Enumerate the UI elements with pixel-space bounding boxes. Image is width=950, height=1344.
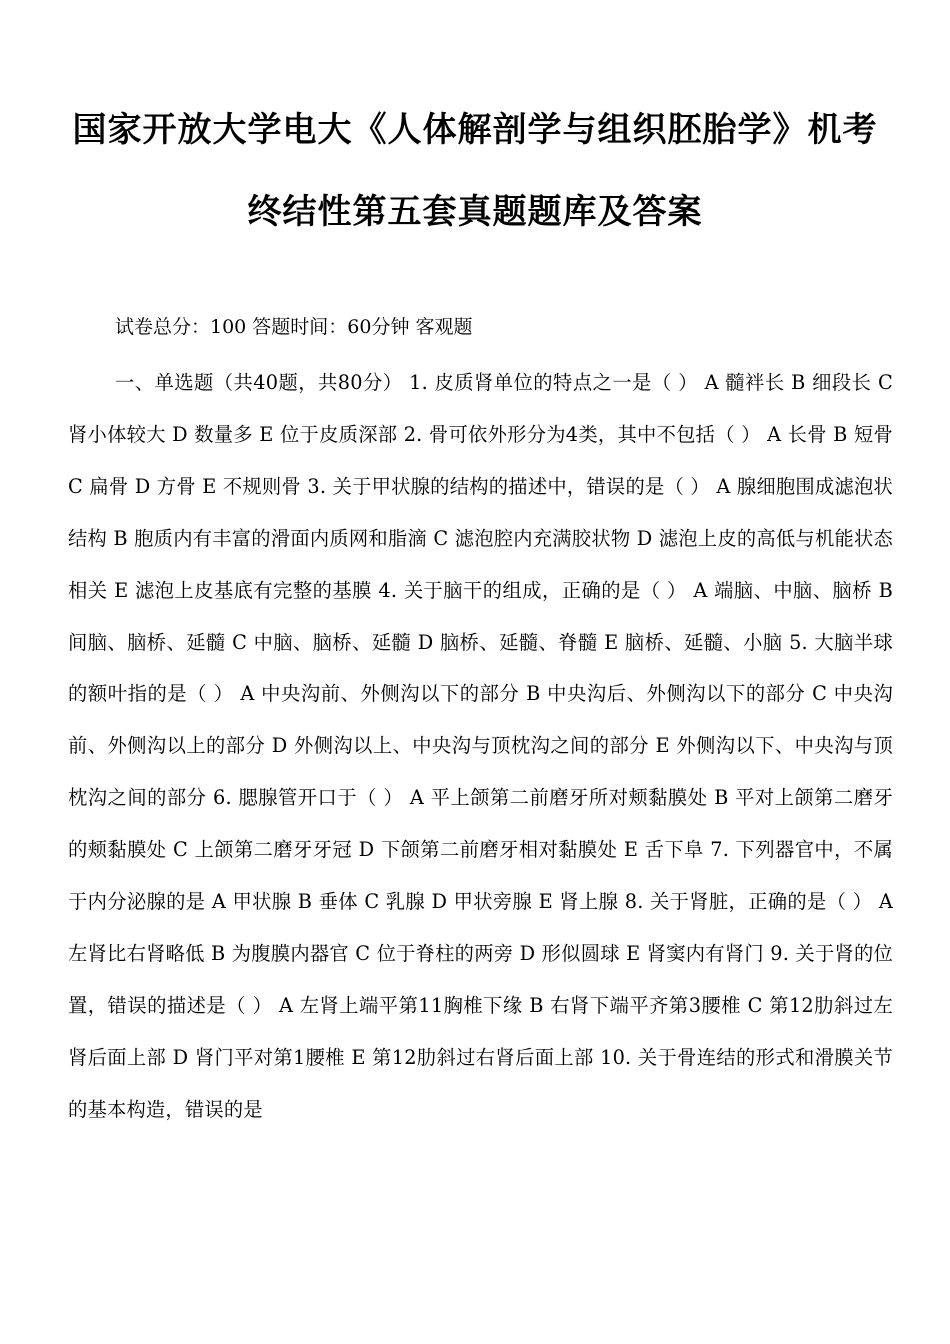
question-body: 一、单选题（共40题，共80分） 1. 皮质肾单位的特点之一是（ ） A 髓袢长 B 细段长 C 肾小体较大 D 数量多 E 位于皮质深部 2. 骨可依外形分为4类，其中不包括（ ） A 长骨 B 短骨 C 扁骨 D 方骨 E 不规则骨 3. 关于甲状腺的结构的描述中，错误的是（ ） A 腺细胞围成滤泡状结构 B 胞质内有丰富的滑面内质网和脂滴 C 滤泡腔内充满胶状物 D 滤泡上皮的高低与机能状态相关 E 滤泡上皮基底有完整的基膜 4. 关于脑干的组成，正确的是（ ） A 端脑、中脑、脑桥 B 间脑、脑桥、延髓 C 中脑、脑桥、延髓 D 脑桥、延髓、脊髓 E 脑桥、延髓、小脑 5. 大脑半球的额叶指的是（ ） A 中央沟前、外侧沟以下的部分 B 中央沟后、外侧沟以下的部分 C 中央沟前、外侧沟以上的部分 D 外侧沟以上、中央沟与顶枕沟之间的部分 E 外侧沟以下、中央沟与顶枕沟之间的部分 6. 腮腺管开口于（ ） A 平上颌第二前磨牙所对颊黏膜处 B 平对上颌第二磨牙的颊黏膜处 C 上颌第二磨牙牙冠 D 下颌第二前磨牙相对黏膜处 E 舌下阜 7. 下列器官中，不属于内分泌腺的是 A 甲状腺 B 垂体 C 乳腺 D 甲状旁腺 E 肾上腺 8. 关于肾脏，正确的是（ ） A 左肾比右肾略低 B 为腹膜内器官 C 位于脊柱的两旁 D 形似圆球 E 肾窦内有肾门 9. 关于肾的位置，错误的描述是（ ） A 左肾上端平第11胸椎下缘 B 右肾下端平齐第3腰椎 C 第12肋斜过左肾后面上部 D 肾门平对第1腰椎 E 第12肋斜过右肾后面上部 10. 关于骨连结的形式和滑膜关节的基本构造，错误的是 — [68, 371, 893, 1121]
document-title-line-1: 国家开放大学电大《人体解剖学与组织胚胎学》机考 — [72, 110, 878, 150]
document-title-line-2: 终结性第五套真题题库及答案 — [247, 192, 703, 232]
exam-meta: 试卷总分：100 答题时间：60分钟 客观题 — [115, 316, 473, 338]
